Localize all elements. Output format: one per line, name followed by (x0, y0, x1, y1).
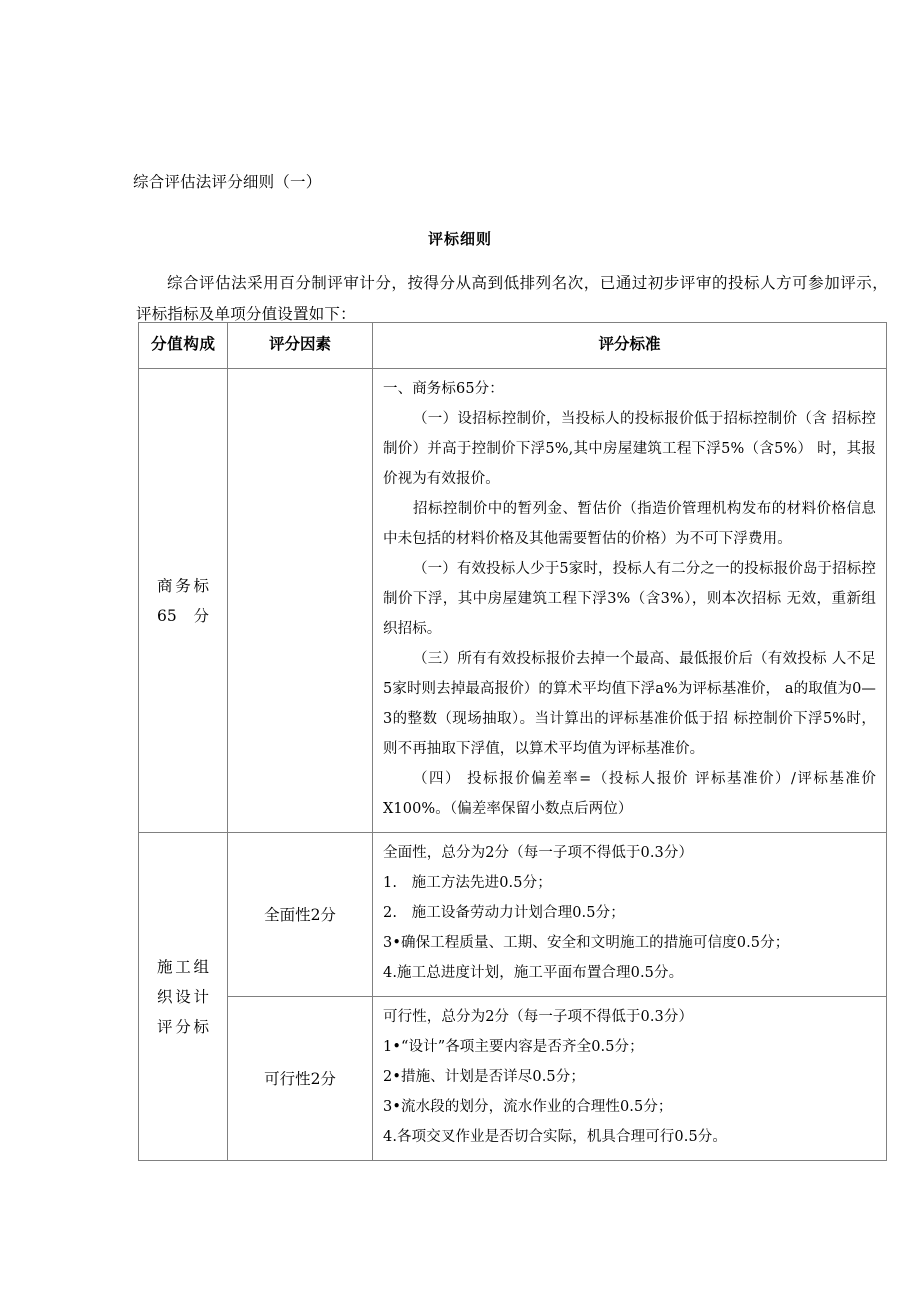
criteria-line: 1. 施工方法先进0.5分； (383, 875, 552, 891)
row-standard-commercial-bid (373, 369, 887, 833)
criteria-line: （三）所有有效投标报价去掉一个最高、最低报价后（有效投标 人不足5家时则去掉最高报价）的算术平均值下浮a%为评标基准价， a的取值为0—3的整数（现场抽取）。当计算出的评标基准价低于招 标控制价下浮5%时，则不再抽取下浮值，以算术平均值为评标基准价。 (383, 651, 876, 757)
criteria-line: 3•确保工程质量、工期、安全和文明施工的措施可信度0.5分； (383, 935, 790, 951)
criteria-line: （一）有效投标人少于5家时，投标人有二分之一的投标报价岛于招标控制价下浮，其中房屋建筑工程下浮3%（含3%），则本次招标 无效，重新组织招标。 (383, 561, 876, 637)
criteria-line: 2. 施工设备劳动力计划合理0.5分； (383, 905, 625, 921)
criteria-line: 1•“设计”各项主要内容是否齐全0.5分； (383, 1039, 644, 1055)
criteria-line: 招标控制价中的暂列金、暂估价（指造价管理机构发布的材料价格信息中未包括的材料价格及其他需要暂估的价格）为不可下浮费用。 (383, 501, 876, 547)
header-cell-score-composition: 分值构成 (139, 323, 228, 369)
criteria-line: 2•措施、计划是否详尽0.5分； (383, 1069, 585, 1085)
table-header-row (139, 323, 887, 369)
intro-paragraph: 综合评估法采用百分制评审计分，按得分从高到低排列名次，已通过初步评审的投标人方可参加评示，评标指标及单项分值设置如下： (136, 274, 888, 323)
row-standard-comprehensiveness (373, 833, 887, 997)
scoring-criteria-table (138, 322, 887, 1161)
row-label-construction-design: 施工组织设计评分标 (139, 833, 228, 1161)
criteria-line: （一）设招标控制价，当投标人的投标报价低于招标控制价（含 招标控制价）并高于控制价下浮5%,其中房屋建筑工程下浮5%（含5%） 时，其报价视为有效报价。 (383, 411, 876, 487)
criteria-line: （四） 投标报价偏差率=（投标人报价 评标基准价）/评标基准价X100%。（偏差率保留小数点后两位） (383, 771, 876, 817)
criteria-line: 3•流水段的划分，流水作业的合理性0.5分； (383, 1099, 673, 1115)
criteria-line: 一、商务标65分： (383, 381, 504, 397)
criteria-line: 可行性，总分为2分（每一子项不得低于0.3分） (383, 1009, 694, 1025)
row-standard-feasibility (373, 997, 887, 1161)
criteria-line: 4.各项交叉作业是否切合实际，机具合理可行0.5分。 (383, 1129, 727, 1145)
table-row (139, 833, 887, 997)
table-row (139, 369, 887, 833)
section-heading: 评标细则 (427, 230, 492, 248)
row-factor-comprehensiveness: 全面性2分 (228, 833, 373, 997)
criteria-line: 4.施工总进度计划，施工平面布置合理0.5分。 (383, 965, 684, 981)
row-factor-commercial-bid (228, 369, 373, 833)
page-title: 综合评估法评分细则（一） (133, 173, 322, 191)
header-cell-scoring-factor: 评分因素 (228, 323, 373, 369)
row-label-commercial-bid: 商务标65分 (139, 369, 228, 833)
criteria-line: 全面性，总分为2分（每一子项不得低于0.3分） (383, 845, 694, 861)
row-factor-feasibility: 可行性2分 (228, 997, 373, 1161)
header-cell-scoring-standard: 评分标准 (373, 323, 887, 369)
table-row (139, 997, 887, 1161)
